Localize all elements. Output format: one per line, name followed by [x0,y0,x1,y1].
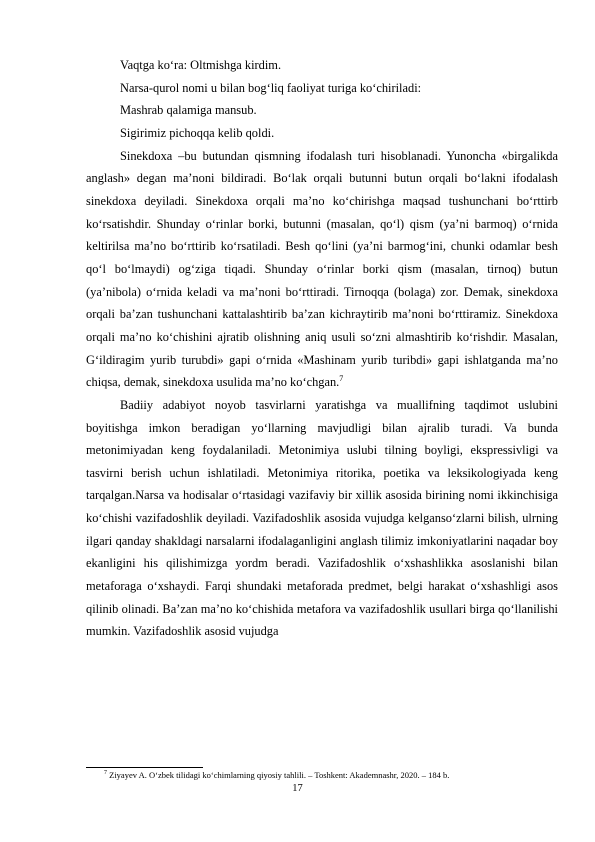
body-text [86,54,558,643]
paragraph [86,145,558,394]
paragraph-text: Sinekdoxa –bu butundan qismning ifodalash turi hisoblanadi. Yunoncha «birgalikda anglash» degan ma’noni bildiradi. Bo‘lak orqali butunni butun orqali bo‘lakni ifodalash sinekdoxa deyiladi. Sinekdoxa orqali ma’no ko‘chirishga maqsad tushunchani bo‘rttirb ko‘rsatishdir. Shunday o‘rinlar borki, butunni (masalan, qo‘l) qism (ya’ni barmoq) o‘rnida keltirilsa ma’no bo‘rttirib ko‘rsatiladi. Besh qo‘lini (ya’ni barmog‘ini, chunki odamlar besh qo‘l bo‘lmaydi) og‘ziga tiqadi. Shunday o‘rinlar borki qism (masalan, tirnoq) butun (ya’nibola) o‘rnida keladi va ma’noni bo‘rttiradi. Tirnoqqa (bolaga) zor. Demak, sinekdoxa orqali ba’zan tushunchani kattalashtirib ba’zan kichraytirib ma’noni bo‘rttiramiz. Sinekdoxa orqali ma’no ko‘chishini ajratib olishning aniq usuli so‘zni almashtirib ko‘rishdir. Masalan, G‘ildiragim yurib turubdi» gapi o‘rnida «Mashinam yurib turibdi» gapi ishlatganda ma’no chiqsa, demak, sinekdoxa usulida ma’no ko‘chgan. [86,148,558,390]
page-number: 17 [292,783,303,794]
footnote-text: Ziyayev A. O‘zbek tilidagi ko‘chimlarning qiyosiy tahlili. – Toshkent: Akademnashr, 2020. – 184 b. [109,770,450,780]
paragraph: Vaqtga ko‘ra: Oltmishga kirdim. [120,58,282,72]
paragraph: Narsa-qurol nomi u bilan bog‘liq faoliyat turiga ko‘chiriladi: [120,80,422,95]
footnote-marker: 7 [339,374,344,384]
footnote-number: 7 [104,770,107,777]
footnote [86,770,558,781]
footnote-divider [86,767,203,768]
paragraph: Sigirimiz pichoqqa kelib qoldi. [120,125,275,140]
paragraph: Mashrab qalamiga mansub. [120,103,257,118]
paragraph: Badiiy adabiyot noyob tasvirlarni yaratishga va muallifning taqdimot uslubini boyitishga imkon beradigan yo‘llarning mavjudligi bilan ajralib turadi. Va bunda metonimiyadan keng foydalaniladi. Metonimiya uslubi tilning boyligi, ekspressivligi va tasvirni berish uchun ishlatiladi. Metonimiya ritorika, poetika va leksikologiyada keng tarqalgan.Narsa va hodisalar o‘rtasidagi vazifaviy bir xillik asosida birining nomi ikkinchisiga ko‘chishi vazifadoshlik deyiladi. Vazifadoshlik asosida vujudga kelganso‘zlarni bilish, ulrning ilgari qanday shakldagi narsalarni ifodalaganligini anglash tilimiz imkoniyatlarini naqadar boy ekanligini his qilishimizga yordm beradi. Vazifadoshlik o‘xshashlikka asoslanishi bilan metaforaga o‘xshaydi. Farqi shundaki metaforada predmet, belgi harakat o‘xshashligi asos qilinib olinadi. Ba’zan ma’no ko‘chishida metafora va vazifadoshlik usullari birga qo‘llanilishi mumkin. Vazifadoshlik asosid vujudga [86,397,558,639]
